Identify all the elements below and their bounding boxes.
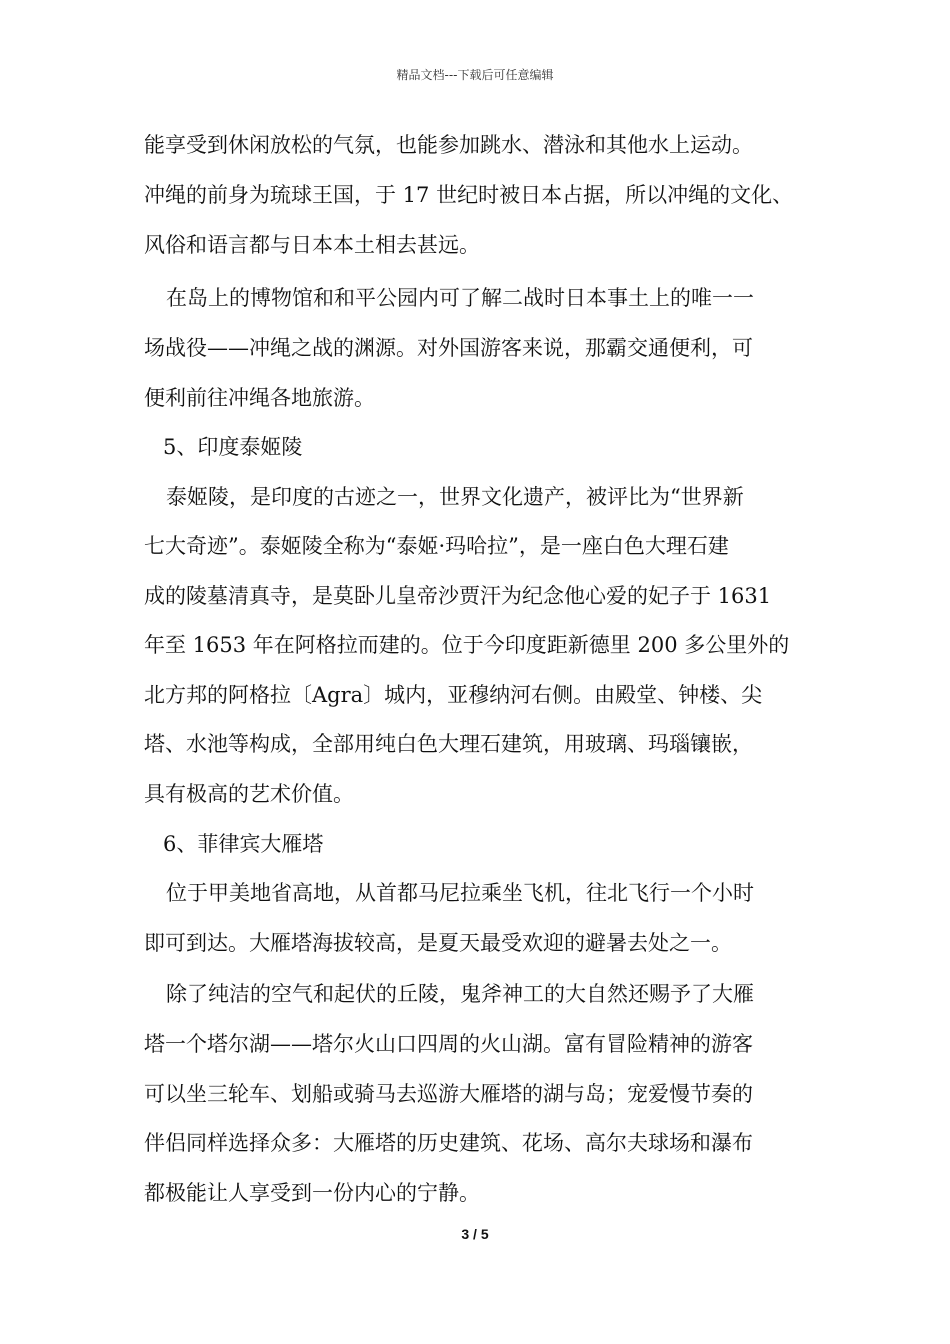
text-line: 具有极高的艺术价值。 xyxy=(144,782,354,806)
text-line: 位于甲美地省高地，从首都马尼拉乘坐飞机，往北飞行一个小时 xyxy=(166,881,754,905)
text-line: 可以坐三轮车、划船或骑马去巡游大雁塔的湖与岛；宠爱慢节奏的 xyxy=(144,1082,753,1106)
text-line: 都极能让人享受到一份内心的宁静。 xyxy=(144,1181,480,1205)
page-header: 精品文档---下载后可任意编辑 xyxy=(396,68,554,82)
text-line: 年至 1653 年在阿格拉而建的。位于今印度距新德里 200 多公里外的 xyxy=(144,633,790,657)
text-line: 便利前往冲绳各地旅游。 xyxy=(144,386,375,410)
text-line: 七大奇迹”。泰姬陵全称为“泰姬·玛哈拉”，是一座白色大理石建 xyxy=(144,534,729,558)
text-line: 北方邦的阿格拉〔Agra〕城内，亚穆纳河右侧。由殿堂、钟楼、尖 xyxy=(144,683,763,707)
text-line: 风俗和语言都与日本本土相去甚远。 xyxy=(144,233,480,257)
page-number: 3 / 5 xyxy=(461,1226,489,1242)
section-heading: 6、菲律宾大雁塔 xyxy=(163,832,324,856)
text-line: 塔、水池等构成，全部用纯白色大理石建筑，用玻璃、玛瑙镶嵌， xyxy=(144,732,753,756)
section-heading: 5、印度泰姬陵 xyxy=(163,435,303,459)
text-line: 在岛上的博物馆和和平公园内可了解二战时日本事土上的唯一一 xyxy=(166,286,754,310)
text-line: 塔一个塔尔湖——塔尔火山口四周的火山湖。富有冒险精神的游客 xyxy=(144,1032,753,1056)
text-line: 除了纯洁的空气和起伏的丘陵，鬼斧神工的大自然还赐予了大雁 xyxy=(166,982,754,1006)
text-line: 伴侣同样选择众多：大雁塔的历史建筑、花场、高尔夫球场和瀑布 xyxy=(144,1131,753,1155)
text-line: 成的陵墓清真寺，是莫卧儿皇帝沙贾汗为纪念他心爱的妃子于 1631 xyxy=(144,584,772,608)
text-line: 冲绳的前身为琉球王国，于 17 世纪时被日本占据，所以冲绳的文化、 xyxy=(144,183,794,207)
text-line: 泰姬陵，是印度的古迹之一，世界文化遗产，被评比为“世界新 xyxy=(166,485,744,509)
text-line: 能享受到休闲放松的气氛，也能参加跳水、潜泳和其他水上运动。 xyxy=(144,133,753,157)
text-line: 场战役——冲绳之战的渊源。对外国游客来说，那霸交通便利，可 xyxy=(144,336,753,360)
text-line: 即可到达。大雁塔海拔较高，是夏天最受欢迎的避暑去处之一。 xyxy=(144,931,732,955)
